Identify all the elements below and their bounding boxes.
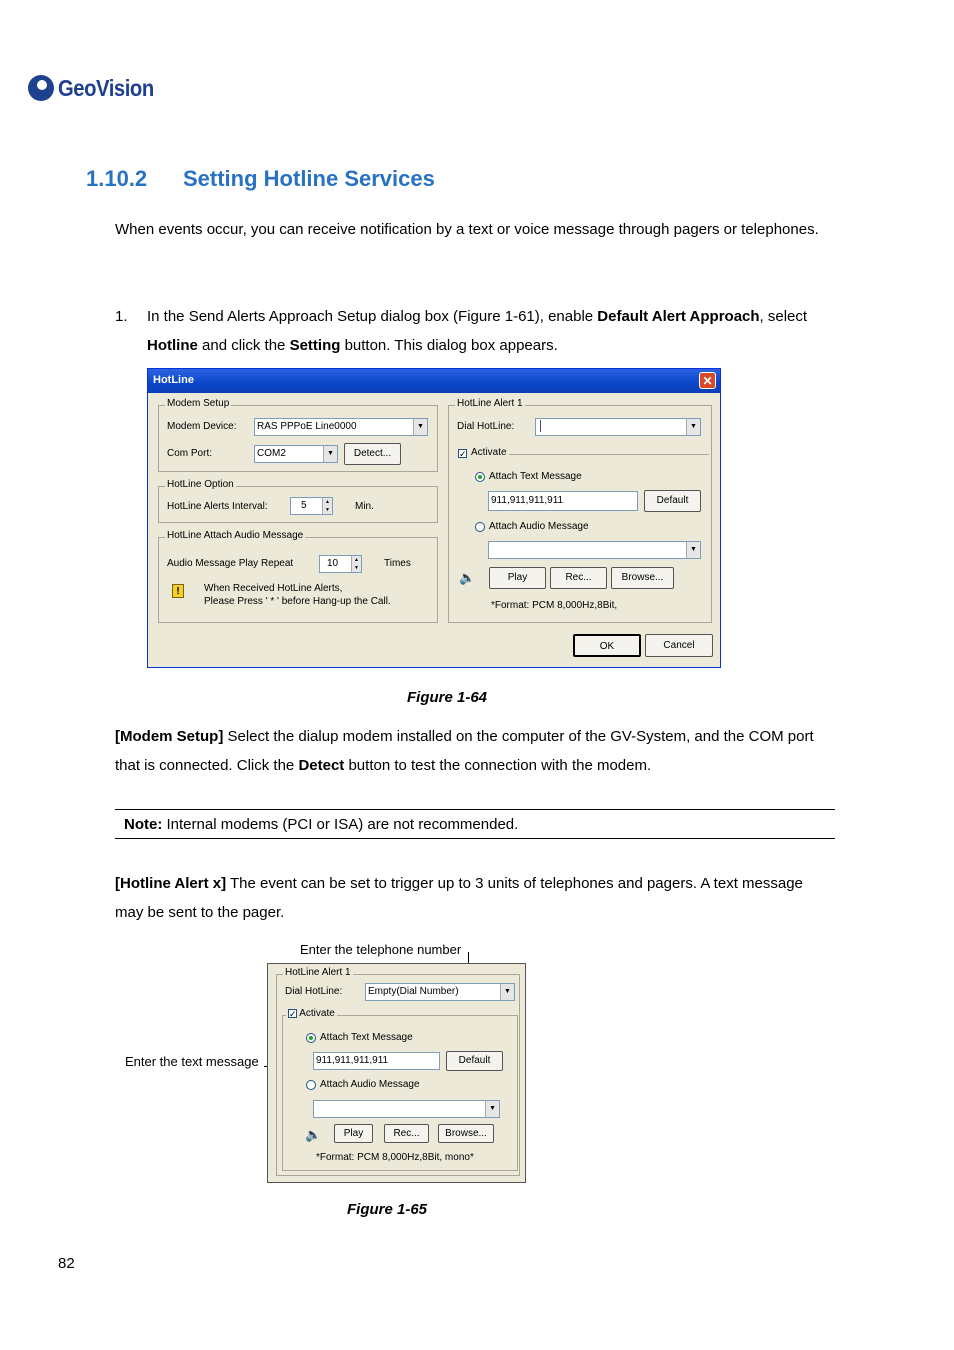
warning-line-1: When Received HotLine Alerts,	[204, 583, 343, 594]
rec-button[interactable]: Rec...	[384, 1124, 429, 1143]
group-legend: HotLine Alert 1	[457, 398, 523, 409]
para-text: button to test the connection with the modem.	[344, 757, 652, 774]
logo-text: GeoVision	[58, 74, 154, 101]
browse-button[interactable]: Browse...	[438, 1124, 494, 1143]
spinner-arrows-icon[interactable]: ▲ ▼	[322, 498, 332, 514]
page-number: 82	[58, 1255, 75, 1272]
chevron-down-icon: ▼	[485, 1101, 499, 1117]
hotline-alert-group	[448, 398, 712, 623]
note-text: Internal modems (PCI or ISA) are not recommended.	[162, 816, 519, 833]
para-bold: [Modem Setup]	[115, 728, 224, 745]
detect-button[interactable]: Detect...	[344, 443, 401, 465]
default-button[interactable]: Default	[446, 1051, 503, 1071]
browse-button[interactable]: Browse...	[611, 567, 674, 589]
ok-button[interactable]: OK	[573, 634, 641, 657]
audio-message-group	[158, 530, 438, 623]
dialog-titlebar	[148, 369, 720, 393]
select-value: RAS PPPoE Line0000	[257, 421, 357, 432]
note-label: Note:	[124, 816, 163, 833]
section-number: 1.10.2	[86, 166, 148, 191]
group-legend: HotLine Attach Audio Message	[167, 530, 304, 541]
step-bold: Hotline	[147, 337, 198, 354]
attach-audio-radio[interactable]	[306, 1080, 316, 1090]
step-number: 1.	[115, 308, 128, 325]
annotation-text-message: Enter the text message	[125, 1054, 259, 1069]
attach-audio-radio[interactable]	[475, 522, 485, 532]
hotline-dialog	[147, 368, 721, 668]
para-bold: Detect	[298, 757, 345, 774]
logo-mark-icon	[28, 75, 54, 101]
play-repeat-spinner[interactable]	[319, 555, 362, 573]
hotline-option-group	[158, 479, 438, 523]
attach-text-label: Attach Text Message	[489, 471, 582, 482]
activate-label: Activate	[471, 447, 507, 458]
hotline-alert-panel	[267, 963, 526, 1183]
dial-hotline-label: Dial HotLine:	[457, 421, 515, 432]
modem-paragraph	[115, 722, 835, 780]
divider	[509, 454, 709, 455]
figure-caption: Figure 1-65	[347, 1201, 428, 1218]
chevron-down-icon: ▼	[686, 542, 700, 558]
intro-paragraph: When events occur, you can receive notification by a text or voice message through pagers or telephones.	[115, 221, 819, 238]
close-button[interactable]: ✕	[699, 372, 716, 389]
step-text: and click the	[197, 337, 290, 354]
dial-hotline-select[interactable]	[365, 983, 515, 1001]
spinner-value: 10	[327, 558, 339, 569]
chevron-down-icon: ▼	[500, 984, 514, 1000]
interval-unit: Min.	[355, 501, 374, 512]
audio-file-select[interactable]	[313, 1100, 500, 1118]
section-title: Setting Hotline Services	[183, 166, 435, 191]
group-legend: Modem Setup	[167, 398, 230, 409]
attach-audio-label: Attach Audio Message	[320, 1079, 420, 1090]
step-1	[115, 302, 835, 360]
warning-icon: !	[172, 584, 184, 598]
select-value: COM2	[257, 448, 286, 459]
geovision-logo	[28, 68, 167, 108]
speaker-icon: 🔈	[459, 570, 476, 585]
dialog-title: HotLine	[153, 374, 194, 386]
group-legend: HotLine Option	[167, 479, 234, 490]
activate-checkbox[interactable]: ✓	[459, 449, 467, 459]
group-legend: HotLine Alert 1	[285, 967, 351, 978]
modem-device-select[interactable]	[254, 418, 428, 436]
activate-checkbox[interactable]: ✓	[289, 1008, 297, 1019]
rec-button[interactable]: Rec...	[550, 567, 607, 589]
activate-label: Activate	[299, 1008, 335, 1019]
step-text: button. This dialog box appears.	[340, 337, 558, 354]
interval-label: HotLine Alerts Interval:	[167, 501, 268, 512]
step-text: , select	[759, 308, 808, 325]
play-button[interactable]: Play	[334, 1124, 373, 1143]
hotline-paragraph	[115, 869, 835, 927]
select-value: Empty(Dial Number)	[368, 986, 459, 997]
chevron-down-icon: ▼	[413, 419, 427, 435]
attach-text-radio[interactable]	[306, 1033, 316, 1043]
step-bold: Default Alert Approach	[597, 308, 760, 325]
text-message-input[interactable]: 911,911,911,911	[313, 1052, 440, 1070]
times-label: Times	[384, 558, 411, 569]
com-port-label: Com Port:	[167, 448, 213, 459]
activate-group	[282, 1008, 518, 1171]
dial-hotline-select[interactable]: │ ▼	[535, 418, 701, 436]
para-text: Select the dialup modem installed on the computer of the GV-System, and the COM port that is connected. Click the	[115, 728, 814, 774]
activate-legend	[286, 1008, 337, 1019]
annotation-telephone: Enter the telephone number	[300, 942, 462, 957]
dial-hotline-label: Dial HotLine:	[285, 986, 343, 997]
com-port-select[interactable]	[254, 445, 338, 463]
chevron-down-icon: ▼	[686, 419, 700, 435]
section-heading	[86, 166, 435, 192]
audio-file-select[interactable]	[488, 541, 701, 559]
figure-caption: Figure 1-64	[407, 689, 488, 706]
modem-setup-group	[158, 398, 438, 472]
chevron-down-icon: ▼	[323, 446, 337, 462]
interval-spinner[interactable]	[290, 497, 333, 515]
step-text: In the Send Alerts Approach Setup dialog box (Figure 1-61), enable	[147, 308, 598, 325]
default-button[interactable]: Default	[644, 490, 701, 512]
spinner-arrows-icon[interactable]: ▲ ▼	[351, 556, 361, 572]
play-repeat-label: Audio Message Play Repeat	[167, 558, 294, 569]
para-bold: [Hotline Alert x]	[115, 875, 227, 892]
attach-text-radio[interactable]	[475, 472, 485, 482]
speaker-icon: 🔈	[305, 1127, 322, 1142]
hotline-alert-group	[276, 967, 520, 1176]
step-bold: Setting	[289, 337, 341, 354]
format-label: *Format: PCM 8,000Hz,8Bit,	[491, 600, 618, 611]
format-label: *Format: PCM 8,000Hz,8Bit, mono*	[316, 1152, 474, 1163]
attach-text-label: Attach Text Message	[320, 1032, 413, 1043]
cancel-button[interactable]: Cancel	[645, 634, 713, 657]
attach-audio-label: Attach Audio Message	[489, 521, 589, 532]
text-message-input[interactable]: 911,911,911,911	[488, 491, 638, 511]
warning-line-2: Please Press ' * ' before Hang-up the Call.	[204, 596, 391, 607]
note-box	[115, 809, 835, 839]
spinner-value: 5	[301, 500, 307, 511]
modem-device-label: Modem Device:	[167, 421, 237, 432]
para-text: The event can be set to trigger up to 3 units of telephones and pagers. A text message may be sent to the pager.	[115, 875, 803, 921]
play-button[interactable]: Play	[489, 567, 546, 589]
